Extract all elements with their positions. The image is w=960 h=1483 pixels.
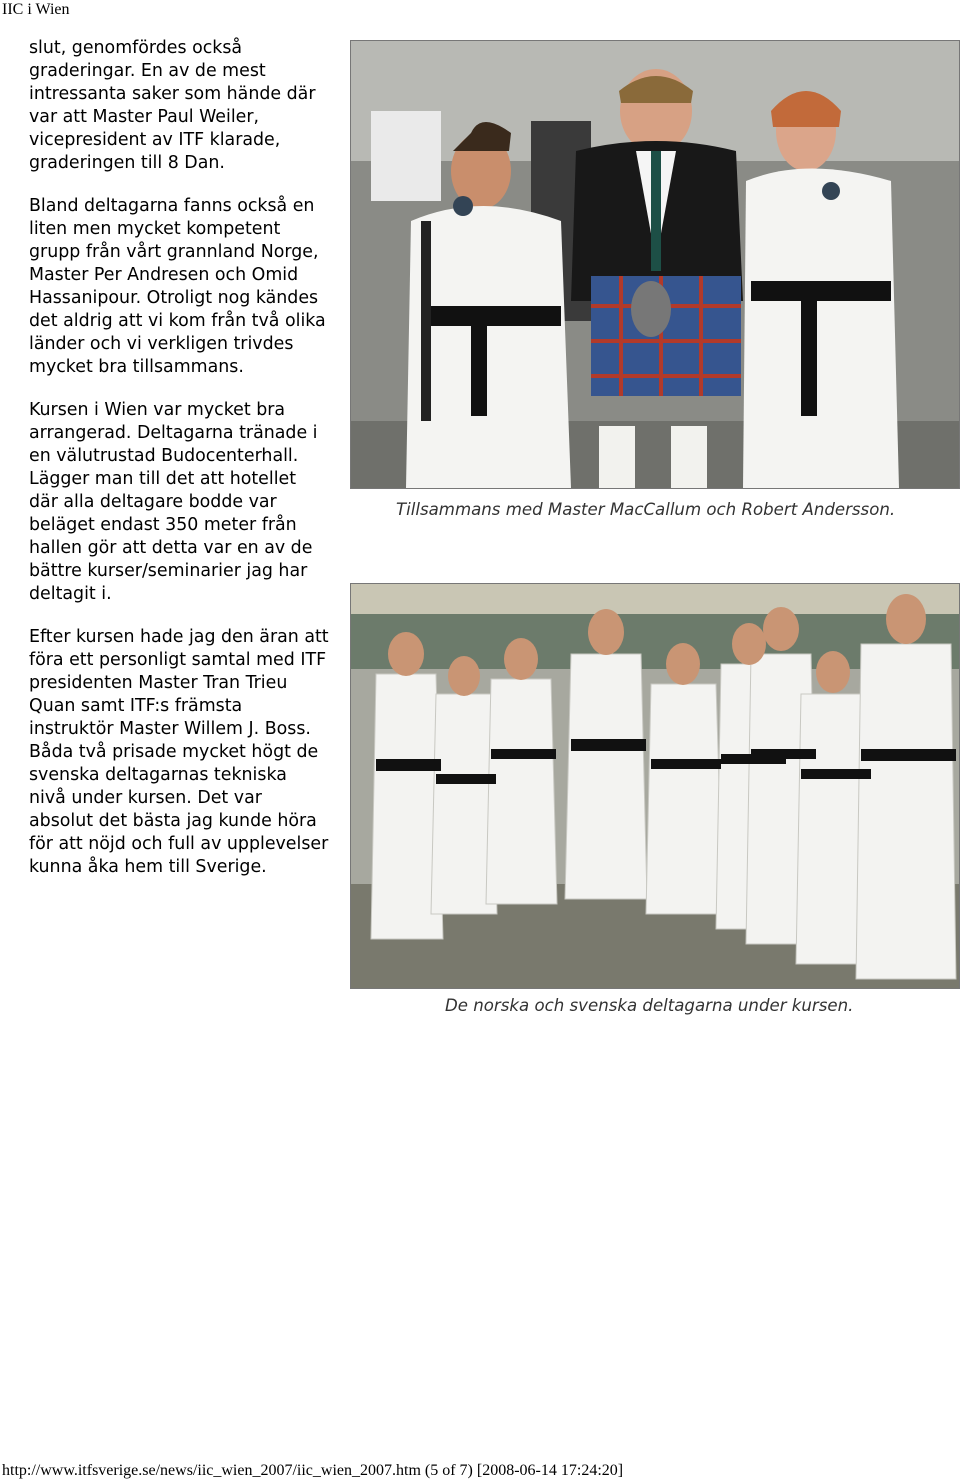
page-title: IIC i Wien [2,1,70,18]
article-paragraph-4: Efter kursen hade jag den äran att föra ett personligt samtal med ITF presidenten Master Tran Trieu Quan samt ITF:s främsta instruktör Master Willem J. Boss. Båda två prisade mycket högt de svenska deltagarnas tekniska nivå under kursen. Det var absolut det bästa jag kunde höra för att nöjd och full av upplevelser kunna åka hem till Sverige. [29,627,329,877]
photo-group [350,583,960,989]
article-paragraph-1: slut, genomfördes också graderingar. En av de mest intressanta saker som hände där var att Master Paul Weiler, vicepresident av ITF klarade, graderingen till 8 Dan. [29,38,316,173]
page-footer-url: http://www.itfsverige.se/news/iic_wien_2007/iic_wien_2007.htm (5 of 7) [2008-06-14 17:24:20] [2,1462,624,1479]
photo-caption-1: Tillsammans med Master MacCallum och Robert Andersson. [396,500,896,519]
photo-caption-2: De norska och svenska deltagarna under kursen. [445,996,854,1015]
article-paragraph-2: Bland deltagarna fanns också en liten men mycket kompetent grupp från vårt grannland Norge, Master Per Andresen och Omid Hassanipour. Otroligt nog kändes det aldrig att vi kom från två olika länder och vi verkligen trivdes mycket bra tillsammans. [29,196,326,377]
photo-three-men [350,40,960,489]
article-paragraph-3: Kursen i Wien var mycket bra arrangerad. Deltagarna tränade i en välutrustad Budocenterhall. Lägger man till det att hotellet där alla deltagare bodde var beläget endast 350 meter från hallen gör att detta var en av de bättre kurser/seminarier jag har deltagit i. [29,400,318,604]
article-text [29,37,329,899]
